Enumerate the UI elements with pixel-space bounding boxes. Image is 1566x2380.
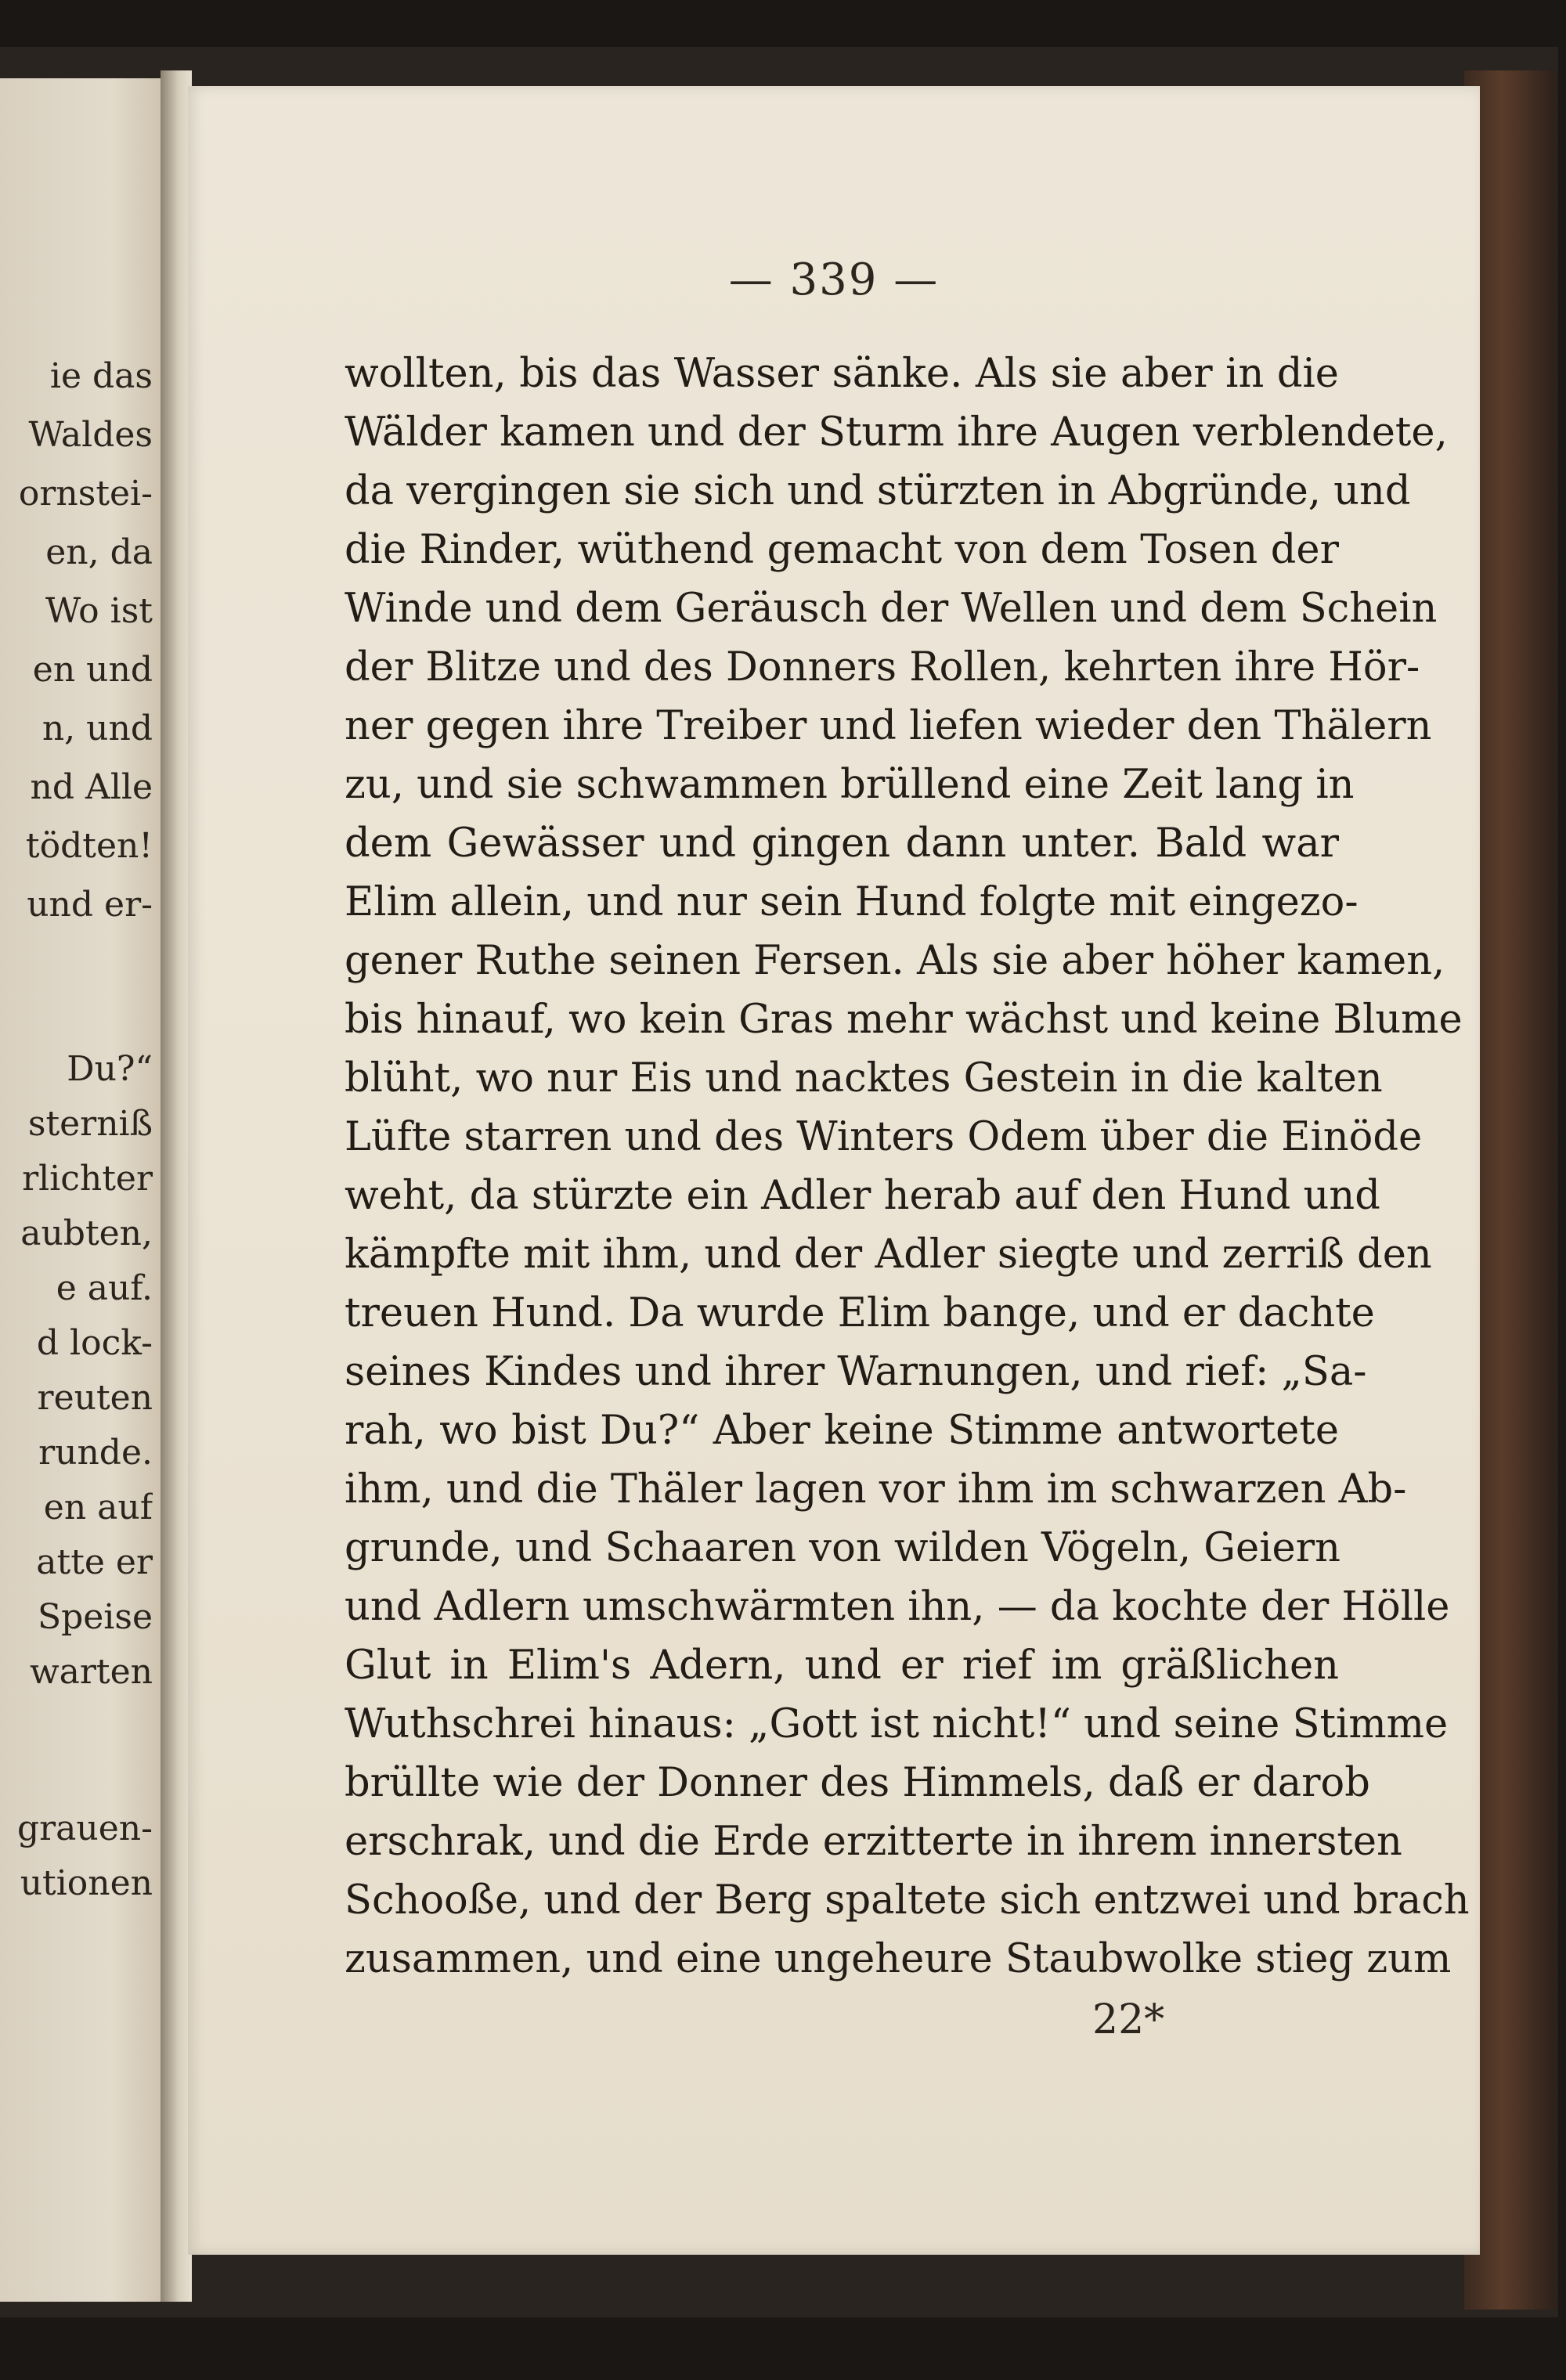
left-page-line: nd Alle [30,767,153,807]
text-line: ihm, und die Thäler lagen vor ihm im schwarzen Ab- [345,1466,1407,1513]
left-page-line: ornstei- [18,474,153,514]
text-line: und Adlern umschwärmten ihn, — da kochte der Hölle [345,1584,1450,1630]
left-page-line: en, da [45,532,153,572]
text-line: Wuthschrei hinaus: „Gott ist nicht!“ und seine Stimme [345,1701,1449,1747]
left-page-line: atte er [36,1542,153,1582]
left-page-line: rlichter [22,1159,153,1199]
left-page-line: tödten! [25,826,153,866]
text-line: grunde, und Schaaren von wilden Vögeln, Geiern [345,1525,1340,1571]
left-page-line: en auf [43,1488,153,1527]
left-page-line: Waldes [28,415,153,455]
text-line: zusammen, und eine ungeheure Staubwolke stieg zum [345,1936,1452,1982]
text-line: erschrak, und die Erde erzitterte in ihrem innersten [345,1819,1402,1865]
left-page-line: sterniß [27,1104,153,1144]
text-line: Elim allein, und nur sein Hund folgte mit eingezo- [345,879,1359,925]
body-text [345,344,1470,1989]
text-line: wollten, bis das Wasser sänke. Als sie aber in die [345,351,1339,397]
text-line: gener Ruthe seinen Fersen. Als sie aber höher kamen, [345,938,1445,984]
left-page-line: reuten [37,1378,153,1418]
left-page-line: d lock- [36,1323,153,1363]
text-line: zu, und sie schwammen brüllend eine Zeit lang in [345,762,1355,808]
left-page-line: ie das [49,356,153,396]
left-page-line: utionen [20,1863,153,1903]
left-page-line: en und [32,650,153,690]
left-page-line: runde. [38,1433,153,1473]
left-page-line: Speise [37,1597,153,1637]
text-line: Wälder kamen und der Sturm ihre Augen verblendete, [345,409,1448,456]
left-page [0,78,161,2302]
text-line: Schooße, und der Berg spaltete sich entzwei und brach [345,1877,1470,1924]
text-line: treuen Hund. Da wurde Elim bange, und er dachte [345,1290,1375,1336]
left-page-line: aubten, [20,1213,153,1253]
left-page-line: warten [30,1652,153,1692]
text-line: bis hinauf, wo kein Gras mehr wächst und keine Blume [345,997,1463,1043]
text-line: die Rinder, wüthend gemacht von dem Tosen der [345,527,1339,573]
text-line: seines Kindes und ihrer Warnungen, und rief: „Sa- [345,1349,1367,1395]
right-page [188,86,1480,2255]
page-number: — 339 — [728,254,940,305]
left-page-line: Du?“ [67,1049,153,1089]
text-line: rah, wo bist Du?“ Aber keine Stimme antwortete [345,1408,1339,1454]
text-line: brüllte wie der Donner des Himmels, daß er darob [345,1760,1370,1806]
text-line: kämpfte mit ihm, und der Adler siegte und zerriß den [345,1231,1432,1278]
text-line: weht, da stürzte ein Adler herab auf den Hund und [345,1173,1380,1219]
text-line: Lüfte starren und des Winters Odem über die Einöde [345,1114,1423,1160]
text-line: der Blitze und des Donners Rollen, kehrten ihre Hör- [345,644,1420,691]
text-line: ner gegen ihre Treiber und liefen wieder den Thälern [345,703,1432,749]
left-page-line: e auf. [56,1268,153,1308]
left-page-line: n, und [41,709,153,748]
left-page-line: Wo ist [45,591,153,631]
book-gutter [161,70,192,2302]
left-page-line: grauen- [16,1808,153,1848]
text-line: Glut in Elim's Adern, und er rief im gräßlichen [345,1643,1339,1689]
text-line: da vergingen sie sich und stürzten in Abgründe, und [345,468,1411,514]
text-line: blüht, wo nur Eis und nacktes Gestein in die kalten [345,1055,1383,1102]
left-page-line: und er- [27,885,153,925]
text-line: dem Gewässer und gingen dann unter. Bald war [345,820,1339,867]
text-line: Winde und dem Geräusch der Wellen und dem Schein [345,586,1438,632]
signature-mark: 22* [1092,1996,1165,2043]
